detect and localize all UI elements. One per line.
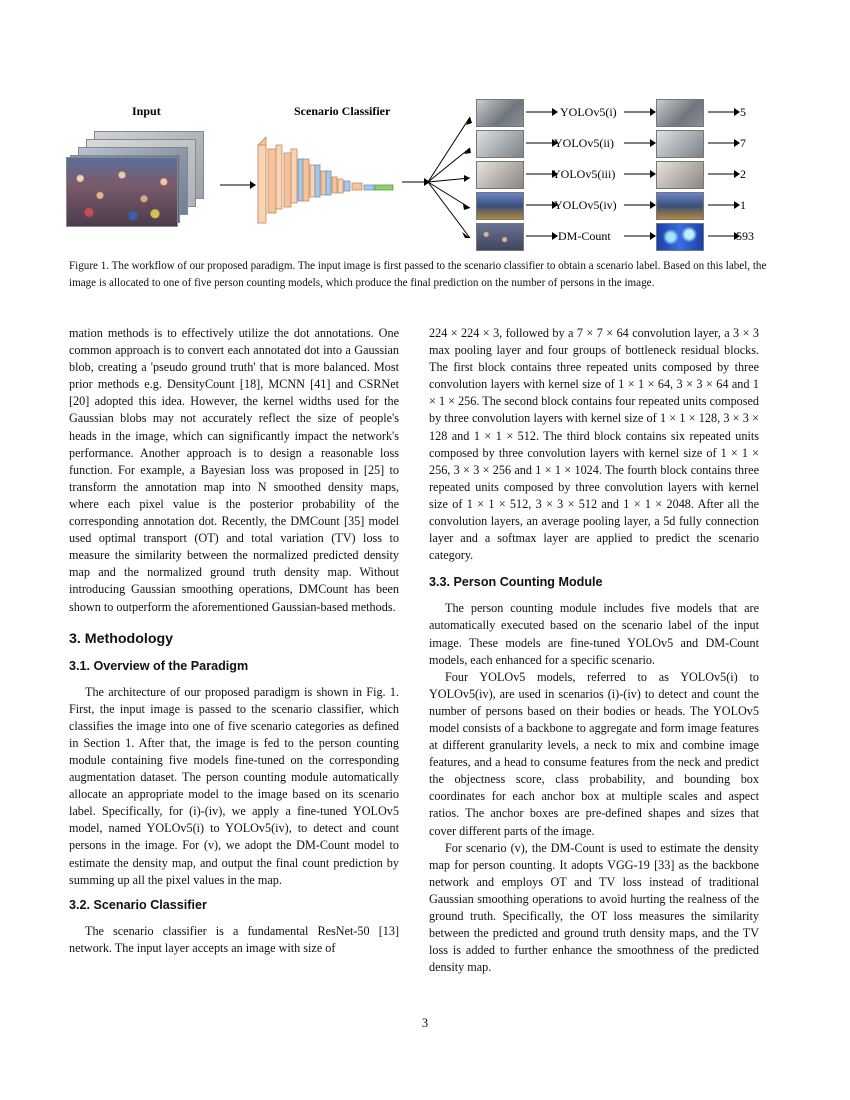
subsection-heading-overview: 3.1. Overview of the Paradigm: [69, 658, 249, 673]
result-thumb-3: [656, 192, 704, 220]
arrow-to-count-0: [708, 107, 740, 117]
count-value-0: 5: [740, 105, 746, 119]
result-thumb-2: [656, 161, 704, 189]
arrow-to-count-1: [708, 138, 740, 148]
arrow-to-count-2: [708, 169, 740, 179]
model-name-1: YOLOv5(ii): [554, 136, 614, 150]
paragraph: For scenario (v), the DM-Count is used to estimate the density map for person counting. It adopts VGG-19 [33] as the backbone network and employs OT and TV loss instead of traditional Gaussian smoothing operations to avoid hurting the realness of the ground truth. Specifically, the OT loss measures the similarity between the predicted and ground truth density maps, and the TV loss is added to further enhance the smoothness of the predicted density map.: [429, 840, 759, 975]
section-heading-methodology: 3. Methodology: [69, 630, 174, 647]
arrow-from-model-2: [624, 169, 656, 179]
arrow-to-classifier: [220, 180, 256, 190]
arrow-from-model-4: [624, 231, 656, 241]
arrow-from-model-3: [624, 200, 656, 210]
right-column: [429, 325, 759, 976]
model-name-3: YOLOv5(iv): [554, 198, 617, 212]
count-value-1: 7: [740, 136, 746, 150]
scenario-thumb-1: [476, 130, 524, 158]
count-value-3: 1: [740, 198, 746, 212]
workflow-figure: [68, 95, 782, 255]
left-column: [69, 325, 399, 957]
arrow-to-model-0: [526, 107, 558, 117]
paragraph: The scenario classifier is a fundamental ResNet-50 [13] network. The input layer accepts an image with size of: [69, 923, 399, 955]
model-name-2: YOLOv5(iii): [552, 167, 616, 181]
model-name-4: DM-Count: [558, 229, 611, 243]
input-label: Input: [132, 104, 161, 118]
subsection-heading-counting: 3.3. Person Counting Module: [429, 575, 603, 590]
figure-caption: Figure 1. The workflow of our proposed paradigm. The input image is first passed to the scenario classifier to obtain a scenario label. Based on this label, the image is allocated to one of five person counting models, which produce the final prediction on the number of persons in the image.: [69, 260, 767, 289]
classifier-label: Scenario Classifier: [294, 104, 391, 118]
result-thumb-1: [656, 130, 704, 158]
arrow-from-model-1: [624, 138, 656, 148]
cnn-blocks: [258, 137, 393, 223]
arrow-from-model-0: [624, 107, 656, 117]
result-thumb-0: [656, 99, 704, 127]
paragraph: The person counting module includes five models that are automatically executed based on the scenario label of the input image. These models are fine-tuned YOLOv5 and DM-Count models, each enhanced for a specific scenario.: [429, 601, 759, 667]
density-map-thumb: [656, 223, 704, 251]
scenario-thumb-4: [476, 223, 524, 251]
scenario-thumb-2: [476, 161, 524, 189]
fanout-arrows: [426, 95, 476, 255]
paragraph: Four YOLOv5 models, referred to as YOLOv5(i) to YOLOv5(iv), are used in scenarios (i)-(iv) to detect and count the number of persons based on their bodies or heads. The YOLOv5 model consists of a backbone to aggregate and form image features at different granularity levels, a neck to mix and combine image features, and a head to consume features from the neck and predict the objectness score, class probability, and bounding box coordinates for each anchor box at multiple scales and aspect ratios. The anchor boxes are pre-defined shapes and sizes that cover different parts of the image.: [429, 669, 759, 838]
subsection-heading-classifier: 3.2. Scenario Classifier: [69, 897, 207, 912]
model-name-0: YOLOv5(i): [560, 105, 617, 119]
scenario-thumb-3: [476, 192, 524, 220]
paragraph: 224 × 224 × 3, followed by a 7 × 7 × 64 convolution layer, a 3 × 3 max pooling layer and four groups of bottleneck residual blocks. The first block contains three repeated units composed by three convolution layers with kernel size of 1 × 1 × 64, 3 × 3 × 64 and 1 × 1 × 256. The second block contains four repeated units composed by three convolution layers with kernel size of 1 × 1 × 128, 3 × 3 × 128 and 1 × 1 × 512. The third block contains six repeated units composed by three convolution layers with kernel size of 1 × 1 × 256, 3 × 3 × 256 and 1 × 1 × 1024. The fourth block contains three repeated units composed by three convolution layers with kernel size of 1 × 1 × 512, 3 × 3 × 512 and 1 × 1 × 2048. After all the convolution layers, an average pooling layer, a 5d fully connection layer and a softmax layer are applied to predict the scenario category.: [429, 326, 759, 563]
input-crowd-image: [66, 157, 178, 227]
page-number: 3: [421, 1016, 429, 1030]
paragraph: The architecture of our proposed paradigm is shown in Fig. 1. First, the input image is passed to the scenario classifier, which classifies the image into one of five scenario categories as defined in Section 1. After that, the image is fed to the person counting module containing five models fine-tuned on the corresponding augmentation dataset. The person counting module automatically allocate an appropriate model to the image based on its scenario label. Specifically, for (i)-(iv), we apply a fine-tuned YOLOv5 model, named YOLOv5(i) to YOLOv5(iv), to detect and count persons in the image. For (v), we adopt the DM-Count model to estimate the density map, and output the final count prediction by summing up all the pixel values in the map.: [69, 684, 399, 887]
scenario-thumb-0: [476, 99, 524, 127]
count-value-4: 593: [736, 229, 754, 243]
count-value-2: 2: [740, 167, 746, 181]
arrow-to-model-4: [526, 231, 558, 241]
arrow-to-count-3: [708, 200, 740, 210]
paragraph: mation methods is to effectively utilize the dot annotations. One common approach is to convert each annotated dot into a Gaussian blob, creating a 'pseudo ground truth' that is more balanced. Most prior methods e.g. DensityCount [18], MCNN [41] and CSRNet [20] adopted this idea. However, the kernel widths used for the Gaussian blobs may not accurately reflect the size of people's heads in the image, which can significantly impact the network's performance. Another approach is to design a reasonable loss function. For example, a Bayesian loss was proposed in [25] to transform the annotation map into N smoothed density maps, where each pixel value is the posterior probability of the corresponding annotation dot. Recently, the DMCount [35] model used optimal transport (OT) and total variation (TV) loss to measure the similarity between the normalized predicted density map and the normalized ground truth density map. Without introducing Gaussian smoothing operations, DMCount has been shown to outperform the aforementioned Gaussian-based methods.: [69, 326, 399, 614]
